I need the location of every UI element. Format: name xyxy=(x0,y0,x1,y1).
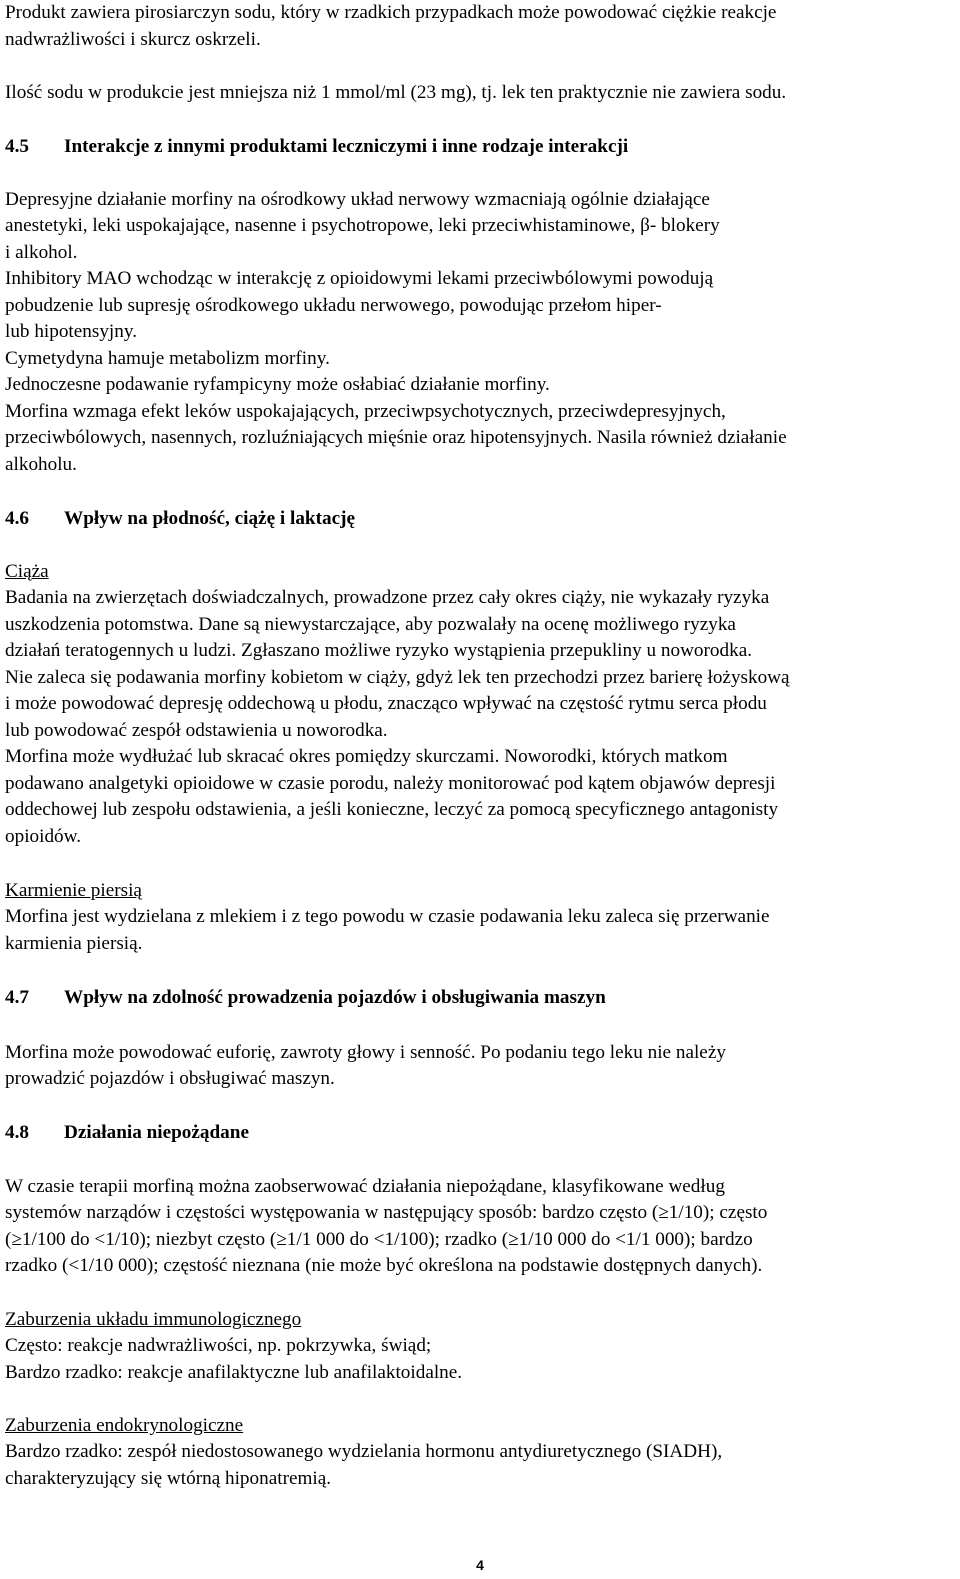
paragraph-line: Inhibitory MAO wchodząc w interakcję z opioidowymi lekami przeciwbólowymi powodują xyxy=(5,268,714,289)
paragraph-line: przeciwbólowych, nasennych, rozluźniających mięśnie oraz hipotensyjnych. Nasila również działanie xyxy=(5,427,787,448)
paragraph-line: karmienia piersią. xyxy=(5,933,143,954)
paragraph-line: i może powodować depresję oddechową u płodu, znacząco wpływać na częstość rytmu serca płodu xyxy=(5,693,767,714)
subheading-ciaza: Ciąża xyxy=(5,561,49,582)
paragraph-line: Morfina może wydłużać lub skracać okres pomiędzy skurczami. Noworodki, których matkom xyxy=(5,746,728,767)
paragraph-line: Morfina jest wydzielana z mlekiem i z tego powodu w czasie podawania leku zaleca się przerwanie xyxy=(5,906,770,927)
paragraph-line: pobudzenie lub supresję ośrodkowego układu nerwowego, powodując przełom hiper- xyxy=(5,295,662,316)
paragraph-line: charakteryzujący się wtórną hiponatremią. xyxy=(5,1468,332,1489)
paragraph-line: systemów narządów i częstości występowania w następujący sposób: bardzo często (≥1/10); często xyxy=(5,1202,768,1223)
section-number: 4.7 xyxy=(5,987,29,1008)
paragraph-line: prowadzić pojazdów i obsługiwać maszyn. xyxy=(5,1068,335,1089)
paragraph-line: Jednoczesne podawanie ryfampicyny może osłabiać działanie morfiny. xyxy=(5,374,550,395)
section-title: Interakcje z innymi produktami leczniczymi i inne rodzaje interakcji xyxy=(64,136,629,157)
section-4-8-heading xyxy=(5,1120,249,1147)
intro-sodium-line: Ilość sodu w produkcie jest mniejsza niż 1 mmol/ml (23 mg), tj. lek ten praktycznie nie zawiera sodu. xyxy=(5,82,787,103)
paragraph-line: Morfina może powodować euforię, zawroty głowy i senność. Po podaniu tego leku nie należy xyxy=(5,1042,726,1063)
paragraph-line: oddechowej lub zespołu odstawienia, a jeśli konieczne, leczyć za pomocą specyficznego antagonisty xyxy=(5,799,779,820)
paragraph-line: alkoholu. xyxy=(5,454,77,475)
paragraph-line: lub powodować zespół odstawienia u noworodka. xyxy=(5,720,388,741)
paragraph-line: lub hipotensyjny. xyxy=(5,321,137,342)
paragraph-line: Depresyjne działanie morfiny na ośrodkowy układ nerwowy wzmacniają ogólnie działające xyxy=(5,189,710,210)
subheading-immunology: Zaburzenia układu immunologicznego xyxy=(5,1309,302,1330)
paragraph-line: anestetyki, leki uspokajające, nasenne i psychotropowe, leki przeciwhistaminowe, β- blokery xyxy=(5,215,720,236)
section-number: 4.6 xyxy=(5,508,29,529)
paragraph-line: działań teratogennych u ludzi. Zgłaszano możliwe ryzyko wystąpienia przepukliny u noworodka. xyxy=(5,640,753,661)
paragraph-line: opioidów. xyxy=(5,826,82,847)
section-title: Wpływ na płodność, ciążę i laktację xyxy=(64,508,356,529)
paragraph-line: Bardzo rzadko: zespół niedostosowanego wydzielania hormonu antydiuretycznego (SIADH), xyxy=(5,1441,723,1462)
page-number: 4 xyxy=(476,1557,484,1573)
paragraph-line: Bardzo rzadko: reakcje anafilaktyczne lub anafilaktoidalne. xyxy=(5,1362,463,1383)
paragraph-line: W czasie terapii morfiną można zaobserwować działania niepożądane, klasyfikowane według xyxy=(5,1176,725,1197)
section-4-7-heading xyxy=(5,985,606,1012)
section-title: Wpływ na zdolność prowadzenia pojazdów i obsługiwania maszyn xyxy=(64,987,606,1008)
intro-line: nadwrażliwości i skurcz oskrzeli. xyxy=(5,29,261,50)
paragraph-line: podawano analgetyki opioidowe w czasie porodu, należy monitorować pod kątem objawów depresji xyxy=(5,773,776,794)
paragraph-line: Często: reakcje nadwrażliwości, np. pokrzywka, świąd; xyxy=(5,1335,432,1356)
paragraph-line: Nie zaleca się podawania morfiny kobietom w ciąży, gdyż lek ten przechodzi przez barierę łożyskową xyxy=(5,667,790,688)
paragraph-line: rzadko (<1/10 000); częstość nieznana (nie może być określona na podstawie dostępnych danych). xyxy=(5,1255,763,1276)
paragraph-line: Morfina wzmaga efekt leków uspokajających, przeciwpsychotycznych, przeciwdepresyjnych, xyxy=(5,401,726,422)
section-title: Działania niepożądane xyxy=(64,1122,249,1143)
section-number: 4.5 xyxy=(5,136,29,157)
paragraph-line: i alkohol. xyxy=(5,242,78,263)
intro-line: Produkt zawiera pirosiarczyn sodu, który w rzadkich przypadkach może powodować ciężkie reakcje xyxy=(5,2,777,23)
section-4-6-heading xyxy=(5,506,355,533)
section-4-5-heading xyxy=(5,134,628,161)
subheading-karmienie: Karmienie piersią xyxy=(5,880,142,901)
section-number: 4.8 xyxy=(5,1122,29,1143)
paragraph-line: uszkodzenia potomstwa. Dane są niewystarczające, aby pozwalały na ocenę możliwego ryzyka xyxy=(5,614,736,635)
paragraph-line: Cymetydyna hamuje metabolizm morfiny. xyxy=(5,348,330,369)
paragraph-line: Badania na zwierzętach doświadczalnych, prowadzone przez cały okres ciąży, nie wykazały ryzyka xyxy=(5,587,770,608)
subheading-endocrinology: Zaburzenia endokrynologiczne xyxy=(5,1415,244,1436)
paragraph-line: (≥1/100 do <1/10); niezbyt często (≥1/1 000 do <1/100); rzadko (≥1/10 000 do <1/1 000); bardzo xyxy=(5,1229,753,1250)
